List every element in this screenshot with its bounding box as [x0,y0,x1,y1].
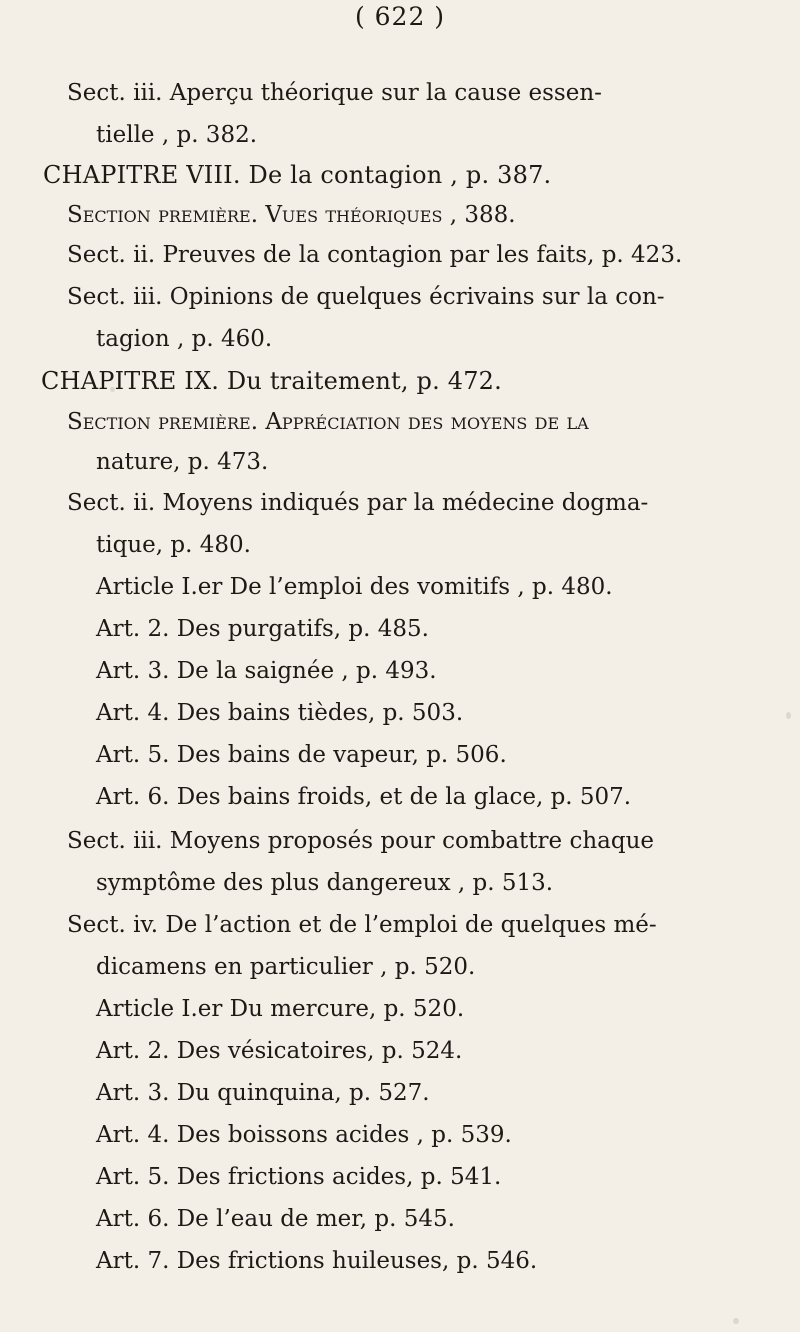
paper-speck [733,1318,739,1324]
toc-line: Art. 2. Des purgatifs, p. 485. [96,616,429,642]
toc-line: symptôme des plus dangereux , p. 513. [96,870,554,896]
toc-line: Section première. Appréciation des moyens de la [67,409,589,435]
toc-line: Art. 6. Des bains froids, et de la glace, p. 507. [96,784,632,810]
toc-line: nature, p. 473. [96,449,269,475]
chapter-heading: CHAPITRE VIII. De la contagion , p. 387. [43,161,552,189]
toc-line: Sect. iv. De l’action et de l’emploi de quelques mé- [67,912,657,938]
paper-speck [786,712,791,719]
toc-line: Art. 3. Du quinquina, p. 527. [96,1080,430,1106]
toc-line: Art. 7. Des frictions huileuses, p. 546. [96,1248,538,1274]
toc-line: Sect. ii. Preuves de la contagion par les faits, p. 423. [67,242,683,268]
toc-line: Article I.er Du mercure, p. 520. [96,996,465,1022]
chapter-heading: CHAPITRE IX. Du traitement, p. 472. [41,367,502,395]
page-number-text: ( 622 ) [354,2,446,31]
paper-speck [110,387,115,392]
toc-line: Art. 2. Des vésicatoires, p. 524. [96,1038,463,1064]
toc-line: Art. 5. Des frictions acides, p. 541. [96,1164,502,1190]
toc-line: Article I.er De l’emploi des vomitifs , p. 480. [96,574,613,600]
toc-line: dicamens en particulier , p. 520. [96,954,476,980]
toc-line: Sect. iii. Opinions de quelques écrivains sur la con- [67,284,665,310]
toc-line: Art. 6. De l’eau de mer, p. 545. [96,1206,455,1232]
toc-line: Sect. iii. Moyens proposés pour combattre chaque [67,828,655,854]
toc-line: Sect. iii. Aperçu théorique sur la cause essen- [67,80,602,106]
toc-line: Art. 4. Des boissons acides , p. 539. [96,1122,512,1148]
toc-line: Sect. ii. Moyens indiqués par la médecine dogma- [67,490,649,516]
toc-line: tielle , p. 382. [96,122,258,148]
toc-line: Section première. Vues théoriques , 388. [67,202,516,228]
toc-line: Art. 5. Des bains de vapeur, p. 506. [96,742,507,768]
toc-line: tique, p. 480. [96,532,251,558]
toc-line: Art. 3. De la saignée , p. 493. [96,658,437,684]
page-number [0,2,800,31]
toc-line: tagion , p. 460. [96,326,273,352]
toc-line: Art. 4. Des bains tièdes, p. 503. [96,700,464,726]
